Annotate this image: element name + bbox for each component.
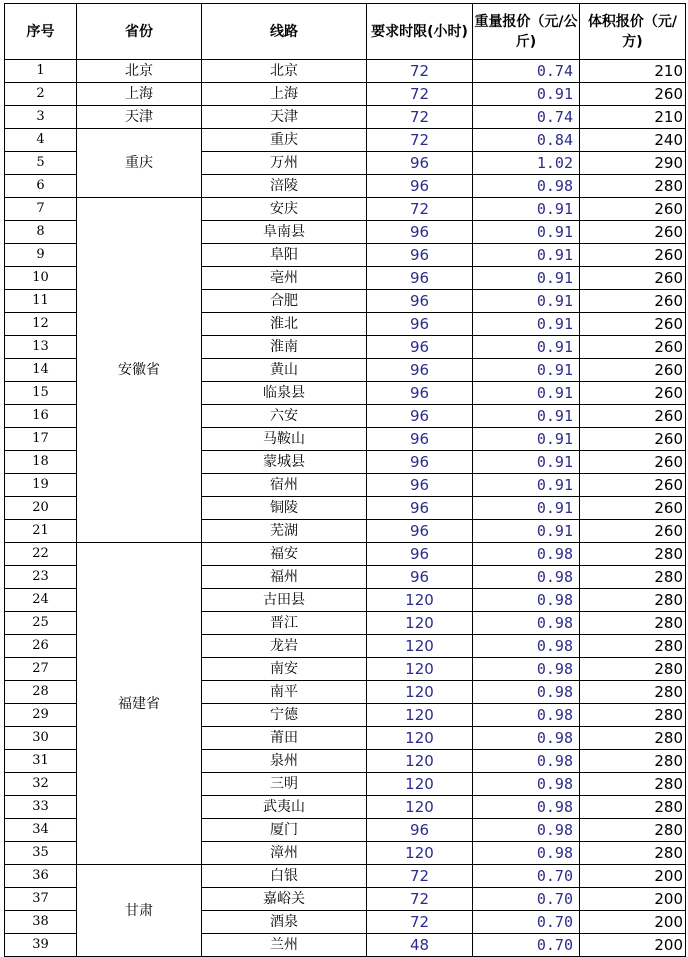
cell-volume-price: 260 [580,428,686,451]
cell-hours: 96 [367,819,473,842]
cell-hours: 96 [367,382,473,405]
cell-hours: 120 [367,635,473,658]
cell-volume-price: 260 [580,267,686,290]
cell-route: 上海 [202,83,367,106]
cell-route: 合肥 [202,290,367,313]
cell-volume-price: 260 [580,359,686,382]
cell-province: 重庆 [77,129,202,198]
cell-hours: 96 [367,175,473,198]
cell-weight-price: 0.98 [473,543,580,566]
cell-volume-price: 210 [580,60,686,83]
cell-weight-price: 0.98 [473,566,580,589]
cell-weight-price: 0.98 [473,704,580,727]
cell-seq: 9 [5,244,77,267]
cell-hours: 96 [367,543,473,566]
cell-hours: 120 [367,750,473,773]
cell-hours: 120 [367,681,473,704]
cell-hours: 72 [367,888,473,911]
cell-weight-price: 0.70 [473,888,580,911]
cell-route: 阜南县 [202,221,367,244]
cell-hours: 96 [367,428,473,451]
cell-weight-price: 0.98 [473,773,580,796]
table-row [5,106,686,129]
cell-volume-price: 280 [580,750,686,773]
cell-province: 安徽省 [77,198,202,543]
cell-weight-price: 0.91 [473,244,580,267]
cell-volume-price: 260 [580,313,686,336]
cell-volume-price: 280 [580,175,686,198]
cell-route: 莆田 [202,727,367,750]
cell-hours: 96 [367,497,473,520]
cell-weight-price: 0.91 [473,198,580,221]
header-hours: 要求时限(小时) [367,4,473,60]
cell-seq: 13 [5,336,77,359]
cell-route: 酒泉 [202,911,367,934]
cell-seq: 31 [5,750,77,773]
cell-route: 泉州 [202,750,367,773]
cell-seq: 16 [5,405,77,428]
cell-route: 南安 [202,658,367,681]
cell-hours: 72 [367,911,473,934]
cell-volume-price: 280 [580,589,686,612]
table-row [5,60,686,83]
cell-seq: 11 [5,290,77,313]
cell-hours: 96 [367,566,473,589]
cell-seq: 18 [5,451,77,474]
cell-hours: 120 [367,612,473,635]
cell-hours: 120 [367,796,473,819]
cell-hours: 120 [367,658,473,681]
cell-route: 芜湖 [202,520,367,543]
cell-weight-price: 0.91 [473,359,580,382]
cell-hours: 72 [367,106,473,129]
cell-volume-price: 280 [580,612,686,635]
cell-volume-price: 280 [580,773,686,796]
cell-volume-price: 210 [580,106,686,129]
cell-hours: 96 [367,520,473,543]
cell-route: 蒙城县 [202,451,367,474]
cell-hours: 96 [367,359,473,382]
cell-volume-price: 260 [580,497,686,520]
cell-seq: 23 [5,566,77,589]
cell-hours: 72 [367,129,473,152]
cell-route: 重庆 [202,129,367,152]
cell-seq: 15 [5,382,77,405]
cell-volume-price: 280 [580,819,686,842]
cell-hours: 120 [367,704,473,727]
cell-hours: 72 [367,83,473,106]
cell-route: 黄山 [202,359,367,382]
cell-seq: 29 [5,704,77,727]
cell-hours: 120 [367,773,473,796]
cell-seq: 20 [5,497,77,520]
cell-seq: 25 [5,612,77,635]
cell-weight-price: 0.91 [473,267,580,290]
cell-volume-price: 280 [580,566,686,589]
cell-volume-price: 240 [580,129,686,152]
cell-hours: 96 [367,313,473,336]
header-province: 省份 [77,4,202,60]
cell-weight-price: 0.91 [473,313,580,336]
table-row [5,83,686,106]
cell-volume-price: 260 [580,520,686,543]
cell-route: 阜阳 [202,244,367,267]
cell-weight-price: 0.91 [473,497,580,520]
cell-seq: 26 [5,635,77,658]
cell-weight-price: 1.02 [473,152,580,175]
header-route: 线路 [202,4,367,60]
cell-weight-price: 0.98 [473,658,580,681]
cell-route: 安庆 [202,198,367,221]
cell-weight-price: 0.98 [473,842,580,865]
cell-volume-price: 280 [580,658,686,681]
cell-seq: 21 [5,520,77,543]
cell-weight-price: 0.74 [473,60,580,83]
cell-volume-price: 260 [580,83,686,106]
cell-seq: 5 [5,152,77,175]
cell-route: 万州 [202,152,367,175]
cell-hours: 120 [367,589,473,612]
cell-seq: 34 [5,819,77,842]
cell-weight-price: 0.91 [473,520,580,543]
cell-route: 三明 [202,773,367,796]
cell-seq: 4 [5,129,77,152]
cell-hours: 72 [367,60,473,83]
cell-weight-price: 0.91 [473,405,580,428]
cell-province: 甘肃 [77,865,202,957]
cell-weight-price: 0.91 [473,382,580,405]
cell-weight-price: 0.98 [473,727,580,750]
cell-hours: 96 [367,290,473,313]
cell-seq: 19 [5,474,77,497]
table-row [5,865,686,888]
table-row [5,129,686,152]
cell-seq: 33 [5,796,77,819]
cell-weight-price: 0.98 [473,589,580,612]
cell-volume-price: 290 [580,152,686,175]
cell-weight-price: 0.91 [473,474,580,497]
cell-route: 晋江 [202,612,367,635]
cell-hours: 96 [367,152,473,175]
cell-volume-price: 260 [580,451,686,474]
cell-weight-price: 0.70 [473,934,580,957]
cell-weight-price: 0.91 [473,336,580,359]
cell-route: 亳州 [202,267,367,290]
cell-seq: 27 [5,658,77,681]
cell-route: 武夷山 [202,796,367,819]
table-body [5,60,686,957]
cell-route: 淮南 [202,336,367,359]
cell-seq: 36 [5,865,77,888]
cell-volume-price: 280 [580,796,686,819]
cell-hours: 48 [367,934,473,957]
cell-route: 古田县 [202,589,367,612]
cell-route: 白银 [202,865,367,888]
cell-volume-price: 280 [580,681,686,704]
cell-weight-price: 0.74 [473,106,580,129]
cell-route: 涪陵 [202,175,367,198]
cell-seq: 39 [5,934,77,957]
cell-route: 铜陵 [202,497,367,520]
cell-volume-price: 260 [580,405,686,428]
cell-hours: 96 [367,474,473,497]
cell-seq: 7 [5,198,77,221]
cell-seq: 24 [5,589,77,612]
cell-volume-price: 260 [580,382,686,405]
cell-seq: 3 [5,106,77,129]
cell-seq: 10 [5,267,77,290]
cell-route: 福州 [202,566,367,589]
cell-route: 厦门 [202,819,367,842]
cell-weight-price: 0.91 [473,290,580,313]
cell-weight-price: 0.91 [473,428,580,451]
cell-seq: 38 [5,911,77,934]
cell-hours: 120 [367,727,473,750]
cell-seq: 12 [5,313,77,336]
cell-route: 宁德 [202,704,367,727]
cell-weight-price: 0.91 [473,83,580,106]
cell-seq: 30 [5,727,77,750]
cell-route: 天津 [202,106,367,129]
cell-seq: 32 [5,773,77,796]
cell-hours: 72 [367,865,473,888]
cell-seq: 6 [5,175,77,198]
cell-weight-price: 0.98 [473,796,580,819]
table-row [5,543,686,566]
cell-volume-price: 280 [580,635,686,658]
cell-hours: 72 [367,198,473,221]
cell-route: 北京 [202,60,367,83]
cell-seq: 2 [5,83,77,106]
cell-route: 六安 [202,405,367,428]
cell-volume-price: 260 [580,198,686,221]
cell-hours: 96 [367,267,473,290]
table-row [5,198,686,221]
cell-seq: 37 [5,888,77,911]
cell-hours: 96 [367,336,473,359]
cell-volume-price: 260 [580,221,686,244]
cell-weight-price: 0.98 [473,681,580,704]
cell-volume-price: 280 [580,842,686,865]
cell-weight-price: 0.98 [473,175,580,198]
cell-route: 龙岩 [202,635,367,658]
cell-volume-price: 280 [580,543,686,566]
cell-hours: 96 [367,244,473,267]
cell-province: 北京 [77,60,202,83]
header-row [5,4,686,60]
cell-volume-price: 260 [580,474,686,497]
cell-weight-price: 0.84 [473,129,580,152]
cell-route: 淮北 [202,313,367,336]
cell-volume-price: 200 [580,934,686,957]
price-table [4,3,686,957]
cell-weight-price: 0.70 [473,911,580,934]
cell-weight-price: 0.98 [473,819,580,842]
cell-route: 临泉县 [202,382,367,405]
header-weight-price: 重量报价（元/公斤) [473,4,580,60]
cell-seq: 8 [5,221,77,244]
cell-route: 漳州 [202,842,367,865]
cell-seq: 1 [5,60,77,83]
cell-seq: 35 [5,842,77,865]
cell-hours: 96 [367,451,473,474]
cell-route: 兰州 [202,934,367,957]
cell-route: 福安 [202,543,367,566]
header-volume-price: 体积报价（元/方) [580,4,686,60]
cell-route: 南平 [202,681,367,704]
cell-province: 上海 [77,83,202,106]
cell-weight-price: 0.91 [473,221,580,244]
cell-route: 嘉峪关 [202,888,367,911]
cell-volume-price: 260 [580,290,686,313]
cell-weight-price: 0.70 [473,865,580,888]
cell-province: 福建省 [77,543,202,865]
cell-hours: 96 [367,221,473,244]
cell-weight-price: 0.98 [473,612,580,635]
cell-seq: 22 [5,543,77,566]
cell-province: 天津 [77,106,202,129]
cell-weight-price: 0.98 [473,635,580,658]
cell-volume-price: 200 [580,865,686,888]
cell-volume-price: 260 [580,336,686,359]
cell-seq: 17 [5,428,77,451]
cell-volume-price: 280 [580,727,686,750]
cell-volume-price: 200 [580,911,686,934]
cell-seq: 28 [5,681,77,704]
header-seq: 序号 [5,4,77,60]
cell-route: 宿州 [202,474,367,497]
cell-volume-price: 280 [580,704,686,727]
cell-route: 马鞍山 [202,428,367,451]
cell-volume-price: 260 [580,244,686,267]
cell-weight-price: 0.91 [473,451,580,474]
cell-hours: 96 [367,405,473,428]
cell-seq: 14 [5,359,77,382]
cell-hours: 120 [367,842,473,865]
cell-weight-price: 0.98 [473,750,580,773]
cell-volume-price: 200 [580,888,686,911]
